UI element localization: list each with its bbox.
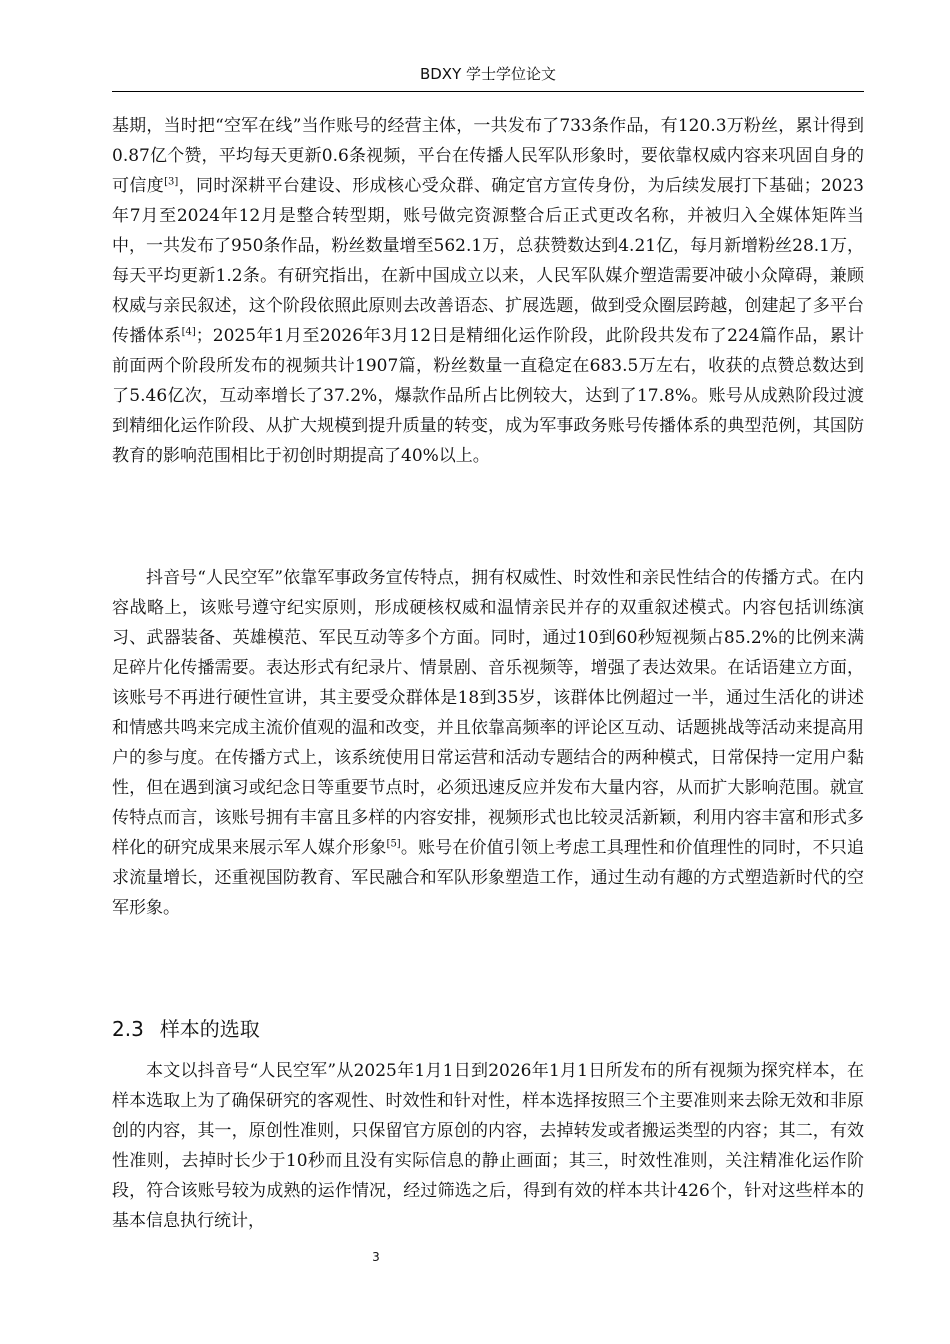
citation-ref: [3]	[164, 176, 179, 188]
running-header: BDXY 学士学位论文	[419, 65, 557, 83]
paragraph-text: ，同时深耕平台建设、形成核心受众群、确定官方宣传身份，为后续发展打下基础；2023年7月至2024年12月是整合转型期，账号做完资源整合后正式更改名称，并被归入全媒体矩阵当中，一共发布了950条作品，粉丝数量增至562.1万，总获赞数达到4.21亿，每月新增粉丝28.1万，每天平均更新1.2条。有研究指出，在新中国成立以来，人民军队媒介塑造需要冲破小众障碍，兼顾权威与亲民叙述，这个阶段依照此原则去改善语态、扩展选题，做到受众圈层跨越，创建起了多平台传播体系	[112, 176, 864, 346]
citation-ref: [5]	[386, 838, 401, 850]
section-number: 2.3	[112, 1017, 144, 1041]
paragraph-text: ；2025年1月至2026年3月12日是精细化运作阶段，此阶段共发布了224篇作品，累计前面两个阶段所发布的视频共计1907篇，粉丝数量一直稳定在683.5万左右，收获的点赞总数达到了5.46亿次，互动率增长了37.2%，爆款作品所占比例较大，达到了17.8%。账号从成熟阶段过渡到精细化运作阶段、从扩大规模到提升质量的转变，成为军事政务账号传播体系的典型范例，其国防教育的影响范围相比于初创时期提高了40%以上。	[112, 326, 864, 466]
paragraph-text: 基期，当时把“空军在线”当作账号的经营主体，一共发布了733条作品，有120.3万粉丝，累计得到0.87亿个赞，平均每天更新0.6条视频，平台在传播人民军队形象时，要依靠权威内容来巩固自身的可信度	[112, 116, 864, 196]
paragraph-text: 抖音号“人民空军”依靠军事政务宣传特点，拥有权威性、时效性和亲民性结合的传播方式。在内容战略上，该账号遵守纪实原则，形成硬核权威和温情亲民并存的双重叙述模式。内容包括训练演习、武器装备、英雄模范、军民互动等多个方面。同时，通过10到60秒短视频占85.2%的比例来满足碎片化传播需要。表达形式有纪录片、情景剧、音乐视频等，增强了表达效果。在话语建立方面，该账号不再进行硬性宣讲，其主要受众群体是18到35岁，该群体比例超过一半，通过生活化的讲述和情感共鸣来完成主流价值观的温和改变，并且依靠高频率的评论区互动、话题挑战等活动来提高用户的参与度。在传播方式上，该系统使用日常运营和活动专题结合的两种模式，日常保持一定用户黏性，但在遇到演习或纪念日等重要节点时，必须迅速反应并发布大量内容，从而扩大影响范围。就宣传特点而言，该账号拥有丰富且多样的内容安排，视频形式也比较灵活新颖，利用内容丰富和形式多样化的研究成果来展示军人媒介形象	[112, 568, 864, 858]
paragraph-communication-features	[112, 563, 864, 923]
section-title: 样本的选取	[159, 1017, 260, 1041]
paragraph-sample-selection: 本文以抖音号“人民空军”从2025年1月1日到2026年1月1日所发布的所有视频为探究样本，在样本选取上为了确保研究的客观性、时效性和针对性，样本选择按照三个主要准则来去除无效和非原创的内容，其一，原创性准则，只保留官方原创的内容，去掉转发或者搬运类型的内容；其二，有效性准则，去掉时长少于10秒而且没有实际信息的静止画面；其三，时效性准则，关注精准化运作阶段，符合该账号较为成熟的运作情况，经过筛选之后，得到有效的样本共计426个，针对这些样本的基本信息执行统计，	[112, 1061, 864, 1231]
page-number: 3	[372, 1250, 380, 1264]
paragraph-account-phases	[112, 111, 864, 471]
citation-ref: [4]	[181, 326, 196, 338]
section-heading	[112, 1013, 260, 1045]
paragraph-text: 。账号在价值引领上考虑工具理性和价值理性的同时，不只追求流量增长，还重视国防教育、军民融合和军队形象塑造工作，通过生动有趣的方式塑造新时代的空军形象。	[112, 838, 865, 918]
header-divider	[112, 91, 864, 92]
